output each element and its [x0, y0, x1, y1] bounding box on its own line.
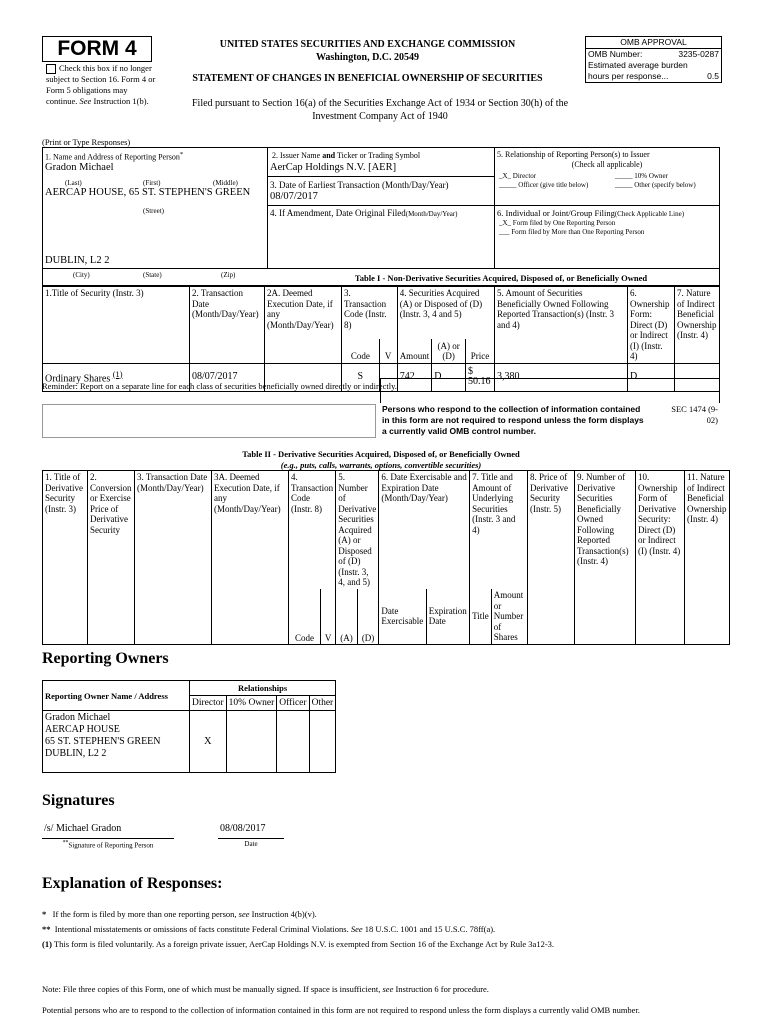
note-1: (1) This form is filed voluntarily. As a foreign private issuer, AerCap Holdings N.V. is exempted from Section 16 of the Exchange Act by Rule 3a12-3.	[42, 939, 555, 949]
t2-h10: 10. Ownership Form of Derivative Security: Direct (D) or Indirect (I) (Instr. 4)	[636, 471, 685, 645]
t1-h4: 4. Securities Acquired (A) or Disposed of (D) (Instr. 3, 4 and 5)	[397, 287, 494, 340]
omb-hours-label: hours per response...	[588, 71, 669, 81]
t1-row-form: D	[628, 363, 675, 391]
relationship-other: _____ Other (specify below)	[615, 181, 696, 189]
t2-sub-v: V	[320, 589, 335, 645]
reporting-person-name: Gradon Michael	[45, 162, 114, 173]
ro-col-other: Other	[309, 696, 336, 711]
t1-h5: 5. Amount of Securities Beneficially Owned Following Reported Transaction(s) (Instr. 3 and 4)	[495, 287, 628, 364]
reminder-left-box	[42, 404, 376, 438]
t2-h9: 9. Number of Derivative Securities Beneficially Owned Following Reported Transaction(s) (Instr. 4)	[575, 471, 636, 645]
t2-h3: 3. Transaction Date (Month/Day/Year)	[135, 471, 212, 645]
ro-col-relationships: Relationships	[190, 681, 336, 696]
reporting-owners-table	[42, 680, 336, 773]
t1-h2: 2. Transaction Date (Month/Day/Year)	[190, 287, 265, 364]
note-double-star: ** Intentional misstatements or omissions of facts constitute Federal Criminal Violations. See 18 U.S.C. 1001 and 15 U.S.C. 78ff(a).	[42, 924, 496, 934]
street-value: AERCAP HOUSE, 65 ST. STEPHEN'S GREEN	[45, 187, 251, 198]
note-file-copies: Note: File three copies of this Form, one of which must be manually signed. If space is insufficient, see Instruction 6 for procedure.	[42, 984, 489, 994]
state-label: (State)	[143, 271, 162, 279]
zip-label: (Zip)	[221, 271, 236, 279]
t2-sub-amount: Amount or Number of Shares	[491, 589, 527, 645]
ro-other-cell	[309, 711, 336, 773]
t2-sub-title: Title	[470, 589, 492, 645]
amendment-cell	[268, 206, 495, 268]
ro-ten-cell	[226, 711, 277, 773]
reminder: Reminder: Report on a separate line for each class of securities beneficially owned directly or indirectly.	[42, 381, 397, 391]
omb-burden-label: Estimated average burden	[588, 60, 688, 70]
sec-number: SEC 1474 (9-02)	[671, 404, 718, 425]
signature-value: /s/ Michael Gradon	[42, 822, 174, 838]
omb-hours: 0.5	[707, 71, 719, 81]
filing-cell	[495, 206, 719, 268]
ro-col-officer: Officer	[277, 696, 309, 711]
t1-sub-code: Code	[342, 339, 380, 363]
t1-h1: 1.Title of Security (Instr. 3)	[43, 287, 190, 364]
t1-row-price: $ 50.16	[466, 363, 495, 391]
t2-sub-d: (D)	[357, 589, 379, 645]
t1-sub-aord: (A) or (D)	[432, 339, 466, 363]
ro-officer-cell	[277, 711, 309, 773]
issuer-name: AerCap Holdings N.V. [AER]	[270, 162, 397, 173]
table1-body	[42, 286, 720, 392]
t1-row-title: Ordinary Shares $^{(1)}$	[43, 363, 190, 391]
table2-subtitle: (e.g., puts, calls, warrants, options, convertible securities)	[280, 460, 482, 470]
signatures-heading: Signatures	[42, 792, 115, 809]
filing-one: _X_ Form filed by One Reporting Person	[499, 219, 616, 227]
t2-h5: 5. Number of Derivative Securities Acquired (A) or Disposed of (D) (Instr. 3, 4, and 5)	[336, 471, 379, 589]
note-star: * If the form is filed by more than one reporting person, see Instruction 4(b)(v).	[42, 909, 317, 919]
relationship-officer: _____ Officer (give title below)	[499, 181, 589, 189]
middle-label: (Middle)	[213, 179, 238, 187]
t2-h1: 1. Title of Derivative Security (Instr. 3)	[43, 471, 88, 645]
reporting-person-cell	[43, 148, 268, 268]
table1-title: Table I - Non-Derivative Securities Acquired, Disposed of, or Beneficially Owned	[354, 273, 648, 283]
reporting-person-label: 1. Name and Address of Reporting Person*	[45, 151, 184, 162]
t2-h11: 11. Nature of Indirect Beneficial Ownership (Instr. 4)	[685, 471, 730, 645]
potential-persons: Potential persons who are to respond to the collection of information contained in this form are not required to respond unless the form displays a currently valid OMB number.	[42, 1005, 640, 1015]
t1-row-date: 08/07/2017	[190, 363, 265, 391]
city-state-zip-row	[42, 269, 720, 286]
omb-number: 3235-0287	[678, 49, 719, 59]
filing-more: ___ Form filed by More than One Reporting Person	[499, 228, 645, 236]
t1-row-code: S	[342, 363, 380, 391]
relationship-director: _X_ Director	[499, 172, 537, 180]
reporting-owners-heading: Reporting Owners	[42, 650, 169, 667]
form-title-box	[42, 36, 152, 62]
issuer-label: 2. Issuer Name and Ticker or Trading Symbol	[272, 151, 421, 160]
table-row	[43, 711, 336, 773]
street-label: (Street)	[143, 207, 164, 215]
t2-h3a: 3A. Deemed Execution Date, if any (Month/Day/Year)	[212, 471, 289, 645]
omb-approval-box	[585, 36, 722, 83]
t1-sub-price: Price	[466, 339, 495, 363]
t2-h8: 8. Price of Derivative Security (Instr. 5)	[528, 471, 575, 645]
agency-name: UNITED STATES SECURITIES AND EXCHANGE COMMISSION	[219, 39, 516, 50]
amendment-label: 4. If Amendment, Date Original Filed(Month/Day/Year)	[270, 208, 458, 218]
table2	[42, 470, 730, 645]
t2-h4: 4. Transaction Code (Instr. 8)	[289, 471, 336, 589]
t1-row-aord: D	[432, 363, 466, 391]
statement-title: STATEMENT OF CHANGES IN BENEFICIAL OWNERSHIP OF SECURITIES	[192, 73, 543, 84]
reporting-box	[42, 147, 720, 269]
signature-date-label: Date	[244, 839, 258, 848]
t1-h6: 6. Ownership Form: Direct (D) or Indirect (I) (Instr. 4)	[628, 287, 675, 364]
t2-sub-exercisable: Date Exercisable	[379, 589, 426, 645]
t2-sub-expiration: Expiration Date	[426, 589, 469, 645]
no-longer-subject: Check this box if no longer subject to Section 16. Form 4 or Form 5 obligations may continue. See Instruction 1(b).	[46, 63, 156, 107]
city-label: (City)	[73, 271, 90, 279]
t1-row-amount: 742	[397, 363, 432, 391]
last-label: (Last)	[65, 179, 82, 187]
signature-label: **Signature of Reporting Person	[62, 839, 154, 849]
relationship-ten-pct: _____ 10% Owner	[615, 172, 668, 180]
print-type: (Print or Type Responses)	[42, 137, 131, 147]
no-longer-subject-checkbox[interactable]	[46, 64, 56, 74]
ro-director-mark: X	[190, 711, 227, 773]
table2-title: Table II - Derivative Securities Acquired, Disposed of, or Beneficially Owned	[242, 449, 520, 459]
t1-h2a: 2A. Deemed Execution Date, if any (Month/Day/Year)	[265, 287, 342, 364]
omb-number-label: OMB Number:	[588, 49, 643, 59]
t2-h2: 2. Conversion or Exercise Price of Derivative Security	[88, 471, 135, 645]
persons-notice: Persons who respond to the collection of information contained in this form are not required to respond unless the form displays a currently valid OMB control number.	[382, 404, 644, 436]
ro-owner: Gradon Michael AERCAP HOUSE 65 ST. STEPHEN'S GREEN DUBLIN, L2 2	[43, 711, 190, 773]
t1-row-owned: 3,380	[495, 363, 628, 391]
filing-label: 6. Individual or Joint/Group Filing(Check Applicable Line)	[497, 208, 685, 218]
ro-col-ten: 10% Owner	[226, 696, 277, 711]
ro-col-director: Director	[190, 696, 227, 711]
filed-pursuant: Filed pursuant to Section 16(a) of the Securities Exchange Act of 1934 or Section 30(h) of the Investment Company Act of 1940	[191, 98, 569, 122]
t2-h6: 6. Date Exercisable and Expiration Date (Month/Day/Year)	[379, 471, 470, 589]
t1-h7: 7. Nature of Indirect Beneficial Ownership (Instr. 4)	[675, 287, 720, 364]
form-title: FORM 4	[57, 37, 137, 60]
t1-h3: 3. Transaction Code (Instr. 8)	[342, 287, 398, 340]
t2-h7: 7. Title and Amount of Underlying Securities (Instr. 3 and 4)	[470, 471, 528, 589]
relationship-label: 5. Relationship of Reporting Person(s) to Issuer	[497, 150, 650, 159]
first-label: (First)	[143, 179, 161, 187]
city-value: DUBLIN, L2 2	[45, 255, 110, 266]
t2-sub-code: Code	[289, 589, 321, 645]
explanation-heading: Explanation of Responses:	[42, 875, 223, 892]
signature-date: 08/08/2017	[218, 822, 284, 838]
earliest-date-label: 3. Date of Earliest Transaction (Month/Day/Year)	[270, 180, 449, 190]
relationship-cell	[495, 148, 719, 206]
agency-location: Washington, D.C. 20549	[315, 52, 420, 63]
omb-title: OMB APPROVAL	[586, 37, 721, 49]
t1-sub-v: V	[379, 339, 397, 363]
t2-sub-a: (A)	[336, 589, 358, 645]
earliest-date-cell	[268, 177, 495, 206]
issuer-cell	[268, 148, 495, 177]
signatures-table	[42, 822, 284, 850]
relationship-sub: (Check all applicable)	[571, 160, 643, 169]
explanation-notes	[42, 907, 722, 952]
ro-col-name: Reporting Owner Name / Address	[43, 681, 190, 711]
reminder-right-box	[380, 378, 720, 403]
t1-sub-amount: Amount	[397, 339, 432, 363]
earliest-date-value: 08/07/2017	[270, 191, 318, 202]
